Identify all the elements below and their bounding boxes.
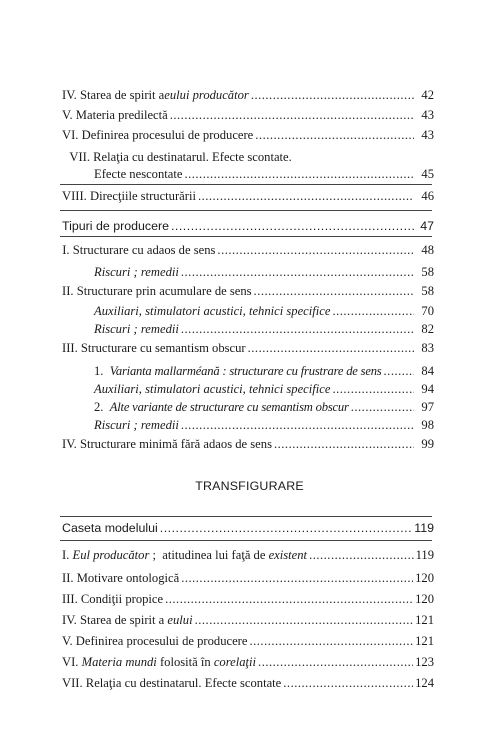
entry-title-italic: eului producător xyxy=(164,88,249,102)
toc-entry xyxy=(62,592,434,607)
page-number: 124 xyxy=(415,676,434,690)
dot-leader xyxy=(283,676,413,691)
dot-leader xyxy=(181,322,414,337)
toc-entry-continuation xyxy=(94,167,434,182)
entry-number: 2. xyxy=(94,400,104,414)
entry-title: Definirea procesului de producere xyxy=(81,128,254,142)
entry-number: V. xyxy=(62,108,73,122)
dot-leader xyxy=(170,108,414,123)
entry-title: Alte variante de structurare cu semantism obscur xyxy=(109,400,349,414)
entry-number: 1. xyxy=(94,364,104,378)
section-heading: TRANSFIGURARE xyxy=(195,479,304,493)
entry-title-italic: existent xyxy=(268,548,308,562)
page-number: 42 xyxy=(421,88,434,102)
toc-entry xyxy=(62,189,434,204)
page-number: 98 xyxy=(421,418,434,432)
toc-entry xyxy=(62,243,434,258)
entry-number: V. xyxy=(62,634,73,648)
dot-leader xyxy=(332,382,414,397)
entry-title: Condiţii propice xyxy=(80,592,164,606)
section-divider xyxy=(60,210,432,211)
page-number: 43 xyxy=(421,128,434,142)
toc-entry xyxy=(62,150,434,165)
dot-leader xyxy=(165,592,413,607)
entry-title: Relaţia cu destinatarul. Efecte scontate. xyxy=(93,150,292,164)
section-divider xyxy=(60,516,432,517)
entry-number: IV. xyxy=(62,437,77,451)
page-number: 70 xyxy=(421,304,434,318)
dot-leader xyxy=(274,437,414,452)
dot-leader xyxy=(181,571,413,586)
toc-subentry xyxy=(94,304,434,319)
entry-title: Auxiliari, stimulatori acustici, tehnici specifice xyxy=(94,382,331,396)
toc-subentry xyxy=(94,382,434,397)
page-number: 82 xyxy=(421,322,434,336)
entry-title: Motivare ontologică xyxy=(76,571,180,585)
entry-title: Efecte nescontate xyxy=(94,167,183,181)
toc-entry xyxy=(62,88,434,103)
entry-number: I. xyxy=(62,243,70,257)
page-number: 120 xyxy=(415,571,434,585)
entry-title: Riscuri ; remedii xyxy=(94,418,179,432)
entry-number: IV. xyxy=(62,613,77,627)
dot-leader xyxy=(251,88,414,103)
toc-entry xyxy=(62,437,434,452)
entry-number: III. xyxy=(62,592,78,606)
entry-title: folosită în xyxy=(156,655,214,669)
toc-entry xyxy=(62,548,434,563)
toc-entry xyxy=(62,108,434,123)
entry-title-italic: corelaţii xyxy=(213,655,257,669)
entry-title: Auxiliari, stimulatori acustici, tehnici specifice xyxy=(94,304,331,318)
entry-title: Starea de spirit a xyxy=(79,88,165,102)
entry-title: Structurare cu semantism obscur xyxy=(80,341,246,355)
dot-leader xyxy=(332,304,414,319)
page-number: 84 xyxy=(421,364,434,378)
page-number: 45 xyxy=(421,167,434,181)
page-number: 58 xyxy=(421,284,434,298)
entry-number: VII. xyxy=(69,150,90,164)
toc-entry xyxy=(62,341,434,356)
page-number: 97 xyxy=(421,400,434,414)
page-number: 123 xyxy=(415,655,434,669)
dot-leader xyxy=(171,219,414,233)
entry-title: Riscuri ; remedii xyxy=(94,322,179,336)
entry-title-italic: eului xyxy=(167,613,193,627)
page-number: 99 xyxy=(421,437,434,451)
dot-leader xyxy=(249,634,413,649)
dot-leader xyxy=(198,189,414,204)
page-number: 121 xyxy=(415,613,434,627)
dot-leader xyxy=(160,521,412,535)
entry-title: Relaţia cu destinatarul. Efecte scontate xyxy=(85,676,282,690)
dot-leader xyxy=(255,128,414,143)
dot-leader xyxy=(351,400,414,415)
dot-leader xyxy=(258,655,413,670)
toc-subentry xyxy=(94,418,434,433)
chapter-title: Caseta modelului xyxy=(62,521,158,535)
entry-number: II. xyxy=(62,571,74,585)
dot-leader xyxy=(254,284,414,299)
page-number: 119 xyxy=(415,548,434,562)
toc-chapter xyxy=(62,219,434,233)
dot-leader xyxy=(181,418,414,433)
page-number: 47 xyxy=(420,219,434,233)
page-number: 121 xyxy=(415,634,434,648)
page-number: 120 xyxy=(415,592,434,606)
toc-entry xyxy=(62,571,434,586)
toc-subentry xyxy=(94,265,434,280)
entry-title: Starea de spirit a xyxy=(79,613,168,627)
entry-number: II. xyxy=(62,284,74,298)
entry-title: Structurare minimă fără adaos de sens xyxy=(79,437,272,451)
entry-title: ; atitudinea lui faţă de xyxy=(149,548,269,562)
entry-title: Structurare cu adaos de sens xyxy=(72,243,216,257)
section-divider xyxy=(60,236,432,237)
entry-number: VII. xyxy=(62,676,83,690)
toc-entry xyxy=(62,655,434,670)
entry-title: Direcţiile structurării xyxy=(89,189,196,203)
entry-number: III. xyxy=(62,341,78,355)
chapter-title: Tipuri de producere xyxy=(62,219,169,233)
page-number: 48 xyxy=(421,243,434,257)
toc-entry xyxy=(62,613,434,628)
entry-number: IV. xyxy=(62,88,77,102)
entry-title: Structurare prin acumulare de sens xyxy=(76,284,252,298)
dot-leader xyxy=(195,613,414,628)
section-divider xyxy=(60,540,432,541)
dot-leader xyxy=(309,548,414,563)
page-number: 58 xyxy=(421,265,434,279)
dot-leader xyxy=(181,265,414,280)
dot-leader xyxy=(248,341,414,356)
entry-number: VI. xyxy=(62,128,79,142)
page-number: 83 xyxy=(421,341,434,355)
toc-subentry xyxy=(94,364,434,379)
dot-leader xyxy=(184,167,414,182)
entry-title-italic: Materia mundi xyxy=(81,655,157,669)
toc-entry xyxy=(62,128,434,143)
page-number: 43 xyxy=(421,108,434,122)
toc-entry xyxy=(62,634,434,649)
section-divider xyxy=(60,184,432,185)
toc-chapter xyxy=(62,521,434,535)
entry-title: Varianta mallarméană : structurare cu frustrare de sens xyxy=(109,364,382,378)
dot-leader xyxy=(384,364,414,379)
dot-leader xyxy=(217,243,414,258)
page-number: 94 xyxy=(421,382,434,396)
toc-entry xyxy=(62,284,434,299)
page-number: 46 xyxy=(421,189,434,203)
toc-subentry xyxy=(94,322,434,337)
page-number: 119 xyxy=(414,521,434,535)
entry-number: I. xyxy=(62,548,70,562)
entry-title: Materia predilectă xyxy=(75,108,168,122)
toc-entry xyxy=(62,676,434,691)
entry-title: Definirea procesului de producere xyxy=(75,634,248,648)
entry-number: VI. xyxy=(62,655,79,669)
entry-title-italic: Eul producător xyxy=(72,548,150,562)
entry-title: Riscuri ; remedii xyxy=(94,265,179,279)
toc-subentry xyxy=(94,400,434,415)
entry-number: VIII. xyxy=(62,189,87,203)
